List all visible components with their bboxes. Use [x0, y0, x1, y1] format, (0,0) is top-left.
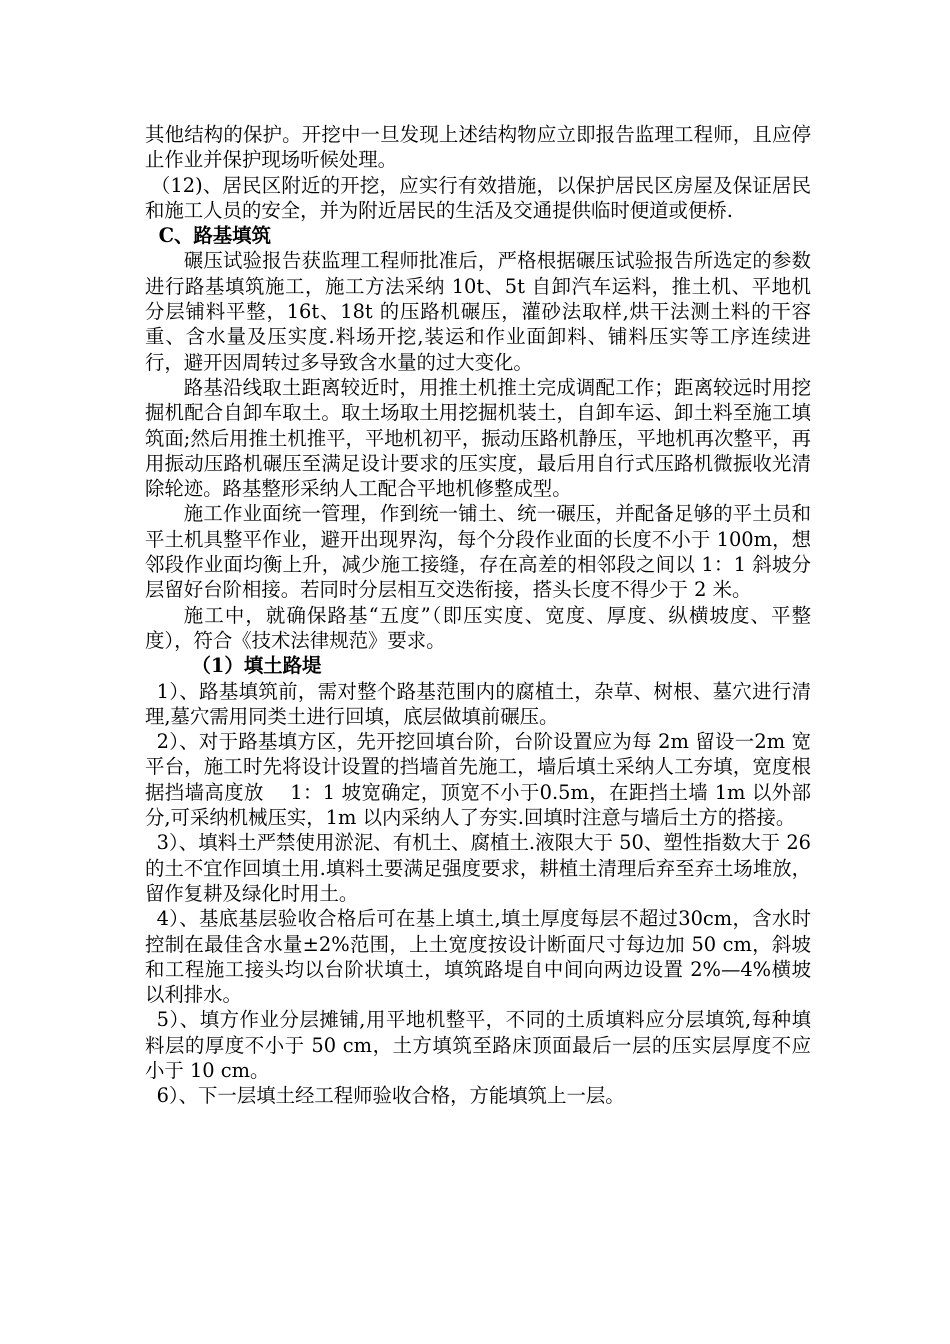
paragraph-borrow-soil: 路基沿线取土距离较近时，用推土机推土完成调配工作；距离较远时用挖掘机配合自卸车取土。取土场取土用挖掘机装土，自卸车运、卸土料至施工填筑面;然后用推土机推平，平地机初平，振动压路机静压，平地机再次整平，再用振动压路机碾压至满足设计要求的压实度，最后用自行式压路机微振收光清除轮迹。路基整形采纳人工配合平地机修整成型。 — [145, 375, 811, 501]
paragraph-structure-protection: 其他结构的保护。开挖中一旦发现上述结构物应立即报告监理工程师，且应停止作业并保护现场听候处理。 — [145, 123, 811, 172]
document-page — [145, 122, 811, 1109]
section-heading-subgrade-filling: C、路基填筑 — [158, 224, 271, 248]
list-item-5: 5）、填方作业分层摊铺,用平地机整平，不同的土质填料应分层填筑,每种填料层的厚度不小于 50 cm，土方填筑至路床顶面最后一层的压实层厚度不应小于 10 cm。 — [145, 1008, 811, 1082]
subsection-heading-fill-embankment: （1）填土路堤 — [191, 654, 322, 678]
list-item-4: 4）、基底基层验收合格后可在基上填土,填土厚度每层不超过30cm，含水时控制在最佳含水量±2%范围，上土宽度按设计断面尺寸每边加 50 cm，斜坡和工程施工接头均以台阶状填土，填筑路堤自中间向两边设置 2%—4%横坡以利排水。 — [145, 907, 811, 1007]
list-item-3: 3）、填料土严禁使用淤泥、有机土、腐植土.液限大于 50、塑性指数大于 26 的土不宜作回填土用.填料土要满足强度要求，耕植土清理后弃至弃土场堆放，留作复耕及绿化时用土。 — [145, 831, 811, 905]
list-item-6: 6）、下一层填土经工程师验收合格，方能填筑上一层。 — [156, 1084, 625, 1108]
paragraph-work-surface-management: 施工作业面统一管理，作到统一铺土、统一碾压，并配备足够的平土员和平土机具整平作业，避开出现界沟，每个分段作业面的长度不小于 100m，想邻段作业面均衡上升，减少施工接缝，存在高差的相邻段之间以 1：1 斜坡分层留好台阶相接。若同时分层相互交迭衔接，搭头长度不得少于 2 米。 — [145, 502, 811, 602]
list-item-2: 2）、对于路基填方区，先开挖回填台阶，台阶设置应为每 2m 留设一2m 宽平台，施工时先将设计设置的挡墙首先施工，墙后填土采纳人工夯填，宽度根据挡墙高度放 1：1 坡宽确定，顶宽不小于0.5m，在距挡土墙 1m 以外部分,可采纳机械压实，1m 以内采纳人了夯实.回填时注意与墙后土方的搭接。 — [145, 730, 811, 830]
paragraph-five-degrees: 施工中，就确保路基“五度”（即压实度、宽度、厚度、纵横坡度、平整度），符合《技术法律规范》要求。 — [145, 603, 811, 652]
paragraph-residential-excavation: （12)、居民区附近的开挖，应实行有效措施，以保护居民区房屋及保证居民和施工人员的安全，并为附近居民的生活及交通提供临时便道或便桥. — [145, 173, 811, 222]
paragraph-compaction-test: 碾压试验报告获监理工程师批准后，严格根据碾压试验报告所选定的参数进行路基填筑施工，施工方法采纳 10t、5t 自卸汽车运料，推土机、平地机分层铺料平整，16t、18t 的压路机碾压，灌砂法取样,烘干法测土料的干容重、含水量及压实度.料场开挖,装运和作业面卸料、铺料压实等工序连续进行，避开因周转过多导致含水量的过大变化。 — [145, 249, 811, 374]
list-item-1: 1）、路基填筑前，需对整个路基范围内的腐植土，杂草、树根、墓穴进行清理,墓穴需用同类土进行回填，底层做填前碾压。 — [145, 679, 811, 728]
